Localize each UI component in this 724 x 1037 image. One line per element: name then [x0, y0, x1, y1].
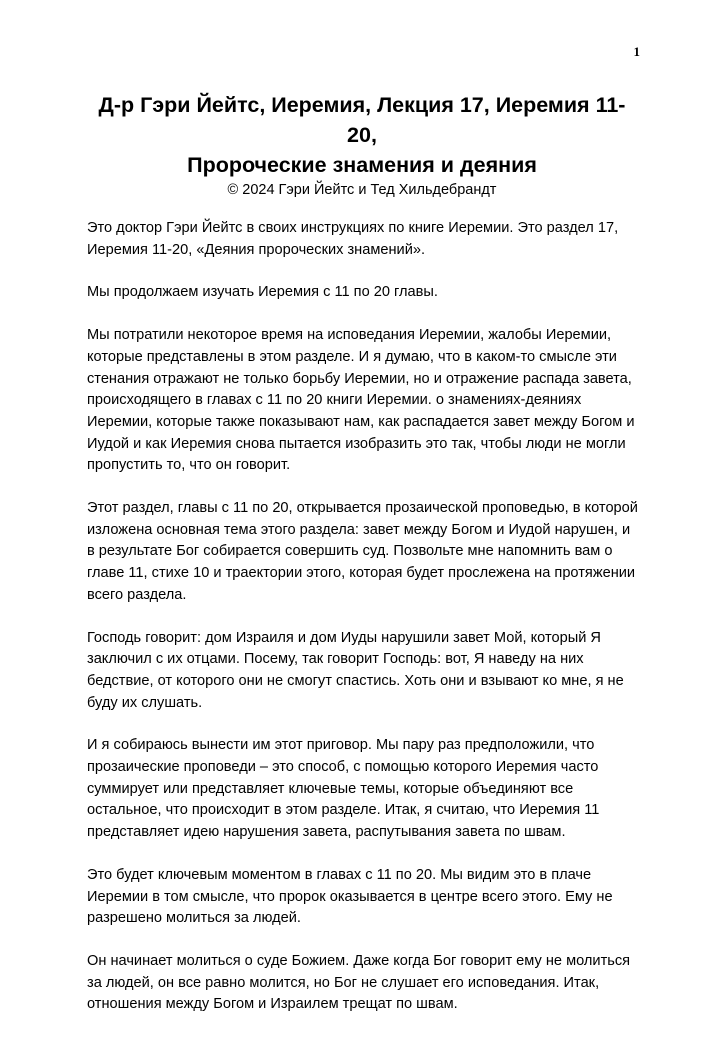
- text-line: бедствие, от которого они не смогут спастись. Хоть они и взывают ко мне, я не: [87, 672, 624, 689]
- text-line: Иеремии, которые также показывают нам, как распадается завет между Богом и: [87, 413, 635, 430]
- page-subtitle: Пророческие знамения и деяния: [187, 153, 537, 177]
- body-text: [87, 218, 639, 1037]
- page-number: 1: [633, 44, 640, 59]
- text-line: за людей, он все равно молится, но Бог не слушает его исповедания. Итак,: [87, 974, 600, 991]
- text-line: изложена основная тема этого раздела: завет между Богом и Иудой нарушен, и: [87, 521, 631, 538]
- text-line: Иудой и как Иеремия снова пытается изобразить это так, чтобы люди не могли: [87, 435, 626, 452]
- text-line: отношения между Богом и Израилем трещат по швам.: [87, 996, 458, 1013]
- text-line: Иеремия 11-20, «Деяния пророческих знамений».: [87, 241, 426, 258]
- paragraph-7: [87, 865, 639, 930]
- copyright-notice: © 2024 Гэри Йейтс и Тед Хильдебрандт: [227, 182, 497, 198]
- text-line: остальное, что происходит в этом разделе. Итак, я считаю, что Иеремия 11: [87, 802, 600, 819]
- paragraph-1: [87, 218, 639, 261]
- text-line: всего раздела.: [87, 586, 187, 603]
- text-line: Иеремии в том смысле, что пророк оказывается в центре всего этого. Ему не: [87, 888, 613, 905]
- text-line: которые представлены в этом разделе. И я думаю, что в каком-то смысле эти: [87, 348, 617, 365]
- page-title-line-2: 20,: [347, 123, 377, 147]
- text-line: заключил с их отцами. Посему, так говорит Господь: вот, Я наведу на них: [87, 651, 584, 668]
- text-line: разрешено молиться за людей.: [87, 910, 301, 927]
- title-block: [60, 90, 664, 200]
- text-line: Этот раздел, главы с 11 по 20, открывается прозаической проповедью, в которой: [87, 500, 638, 517]
- text-line: Он начинает молиться о суде Божием. Даже когда Бог говорит ему не молиться: [87, 952, 631, 969]
- text-line: пропустить то, что он говорит.: [87, 457, 291, 474]
- paragraph-4: [87, 498, 639, 607]
- text-line: в результате Бог собирается совершить суд. Позвольте мне напомнить вам о: [87, 543, 613, 560]
- text-line: Господь говорит: дом Израиля и дом Иуды нарушили завет Мой, который Я: [87, 629, 601, 646]
- page-title-line-1: Д-р Гэри Йейтс, Иеремия, Лекция 17, Иеремия 11-: [98, 93, 626, 117]
- text-line: прозаические проповеди – это способ, с помощью которого Иеремия часто: [87, 759, 599, 776]
- text-line: Это доктор Гэри Йейтс в своих инструкциях по книге Иеремии. Это раздел 17,: [87, 220, 619, 236]
- paragraph-5: [87, 628, 639, 715]
- paragraph-6: [87, 735, 639, 844]
- paragraph-3: [87, 325, 639, 477]
- text-line: Мы потратили некоторое время на исповедания Иеремии, жалобы Иеремии,: [87, 327, 612, 344]
- text-line: происходящего в главах с 11 по 20 книги Иеремии. о знамениях-деяниях: [87, 392, 582, 409]
- text-line: Это будет ключевым моментом в главах с 11 по 20. Мы видим это в плаче: [87, 866, 592, 883]
- text-line: стенания отражают не только борьбу Иеремии, но и отражение распада завета,: [87, 370, 632, 387]
- text-line: И я собираюсь вынести им этот приговор. Мы пару раз предположили, что: [87, 737, 595, 754]
- paragraph-8: [87, 951, 639, 1016]
- text-line: Мы продолжаем изучать Иеремия с 11 по 20 главы.: [87, 284, 438, 301]
- text-line: представляет идею нарушения завета, распутывания завета по швам.: [87, 824, 566, 841]
- text-line: суммирует или представляет ключевые темы, которые объединяют все: [87, 780, 574, 797]
- text-line: главе 11, стихе 10 и траектории этого, которая будет прослежена на протяжении: [87, 565, 636, 582]
- paragraph-2: [87, 282, 639, 304]
- text-line: буду их слушать.: [87, 694, 203, 711]
